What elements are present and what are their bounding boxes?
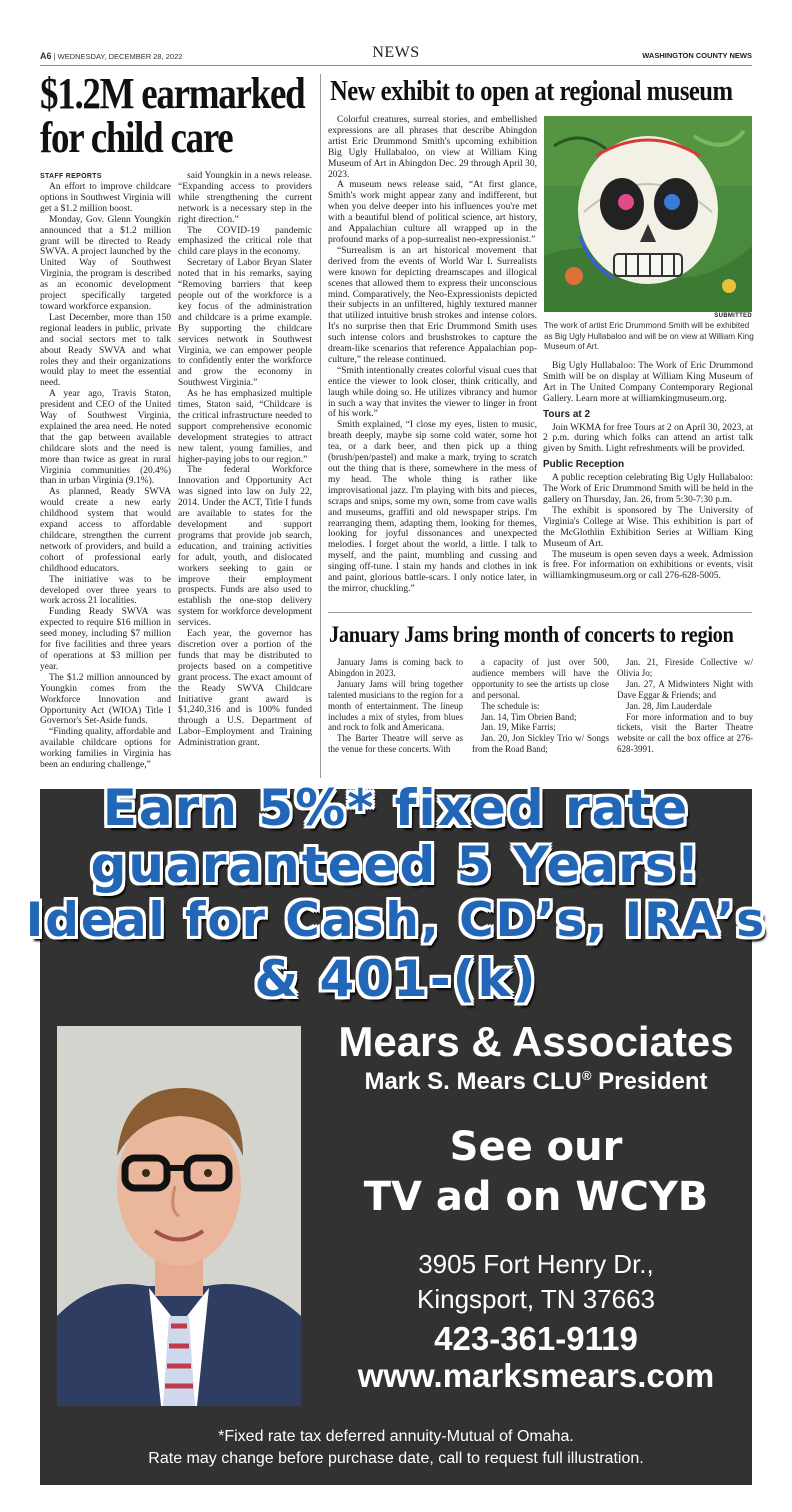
paragraph: The initiative was to be developed over three years to work across 21 localities. [40, 574, 171, 607]
paragraph: A museum news release said, “At first glance, Smith's work might appear zany and indifferent, but when you delve deeper into his influences you're met with a beautiful blend of political science, art history, and Appalachian culture all wrapped up in the profound marks of a pop-surrealist neo-expressionist.” [328, 180, 537, 245]
childcare-column-1 [40, 182, 171, 771]
paragraph: A public reception celebrating Big Ugly Hullabaloo: The Work of Eric Drummond Smith will be held in the gallery on Thursday, Jan. 26, from 5:30-7:30 p.m. [543, 473, 753, 505]
paragraph: Big Ugly Hullabaloo: The Work of Eric Drummond Smith will be on display at William King Museum of Art in The United Company Contemporary Regional Gallery. Learn more at williamkingmuseum.org. [543, 361, 753, 404]
paragraph: Smith explained, “I close my eyes, listen to music, breath deeply, maybe sip some cold water, some hot tea, or a dark beer, and then pick up a thing (brush/pen/pastel) and make a mark, trying to scratch out the thing that is there, somewhere in the mess of my head. The whole thing is rather like improvisational jazz. I'm playing with bits and pieces, scraps and snips, some my own, some from cave walls and museums, graffiti and old newspaper strips. I'm rearranging them, adapting them, looking for themes, looking for joyful dissonances and unexpected melodies. I forget about the world, a little. I talk to myself, and the paint, mumbling and cussing and singing off-tune. I stain my hands and clothes in ink and paint, glorious battle-scars. I only notice later, in the mirror, chuckling.” [328, 420, 537, 594]
paragraph: The COVID-19 pandemic emphasized the critical role that child care plays in the economy. [178, 225, 312, 258]
page-folio: A6 | WEDNESDAY, DECEMBER 28, 2022 [40, 51, 183, 61]
paragraph: Monday, Gov. Glenn Youngkin announced that a $1.2 million grant will be directed to Ready SWVA. A project launched by the United Way of Southwest Virginia, the program is described as an economic development project specifically targeted toward workforce expansion. [40, 214, 171, 312]
registered-mark: ® [581, 1068, 592, 1083]
paragraph: said Youngkin in a news release. “Expanding access to providers while strengthening the current network is a necessary step in the right direction.” [178, 171, 312, 225]
paragraph: For more information and to buy tickets, visit the Barter Theatre website or call the box office at 276-628-3991. [617, 711, 753, 755]
childcare-column-2 [178, 171, 312, 749]
museum-column-2 [543, 361, 753, 582]
artwork-caption: The work of artist Eric Drummond Smith will be exhibited as Big Ugly Hullabaloo and will be on view at William King Museum of Art. [544, 321, 754, 351]
paper-name: WASHINGTON COUNTY NEWS [642, 51, 752, 60]
tours-body [543, 423, 753, 456]
skull-artwork-image [544, 116, 752, 312]
paragraph: “Finding quality, affordable and available childcare options for working families in Virginia has been an enduring challenge,” [40, 727, 171, 771]
ad-headline-line-1: Earn 5%* fixed rate [102, 779, 690, 837]
president-name: Mark S. Mears CLU [364, 1068, 582, 1095]
paragraph: As he has emphasized multiple times, Staton said, “Childcare is the critical infrastructure needed to support comprehensive economic development strategies to attract new talent, young families, and higher-paying jobs to our region.” [178, 389, 312, 465]
page-header [40, 44, 752, 66]
museum-col2-body [543, 361, 753, 405]
page-number: A6 [40, 51, 52, 61]
ad-headline-line-3: Ideal for Cash, CD’s, IRA’s [25, 893, 767, 948]
reception-subhead: Public Reception [543, 459, 625, 471]
reception-body [543, 473, 753, 582]
president-line [318, 1068, 754, 1096]
paragraph: The Barter Theatre will serve as the venue for these concerts. With [328, 733, 463, 755]
ad-headline-line-4: & 401-(k) [254, 950, 538, 1008]
paragraph: The exhibit is sponsored by The University of Virginia's College at Wise. This exhibition is part of the McGlothlin Exhibition Series at William King Museum of Art. [543, 505, 753, 549]
paragraph: Jan. 27, A Midwinters Night with Dave Eggar & Friends; and [617, 678, 753, 700]
address-line-1: 3905 Fort Henry Dr., [418, 1249, 654, 1279]
paragraph: January Jams is coming back to Abingdon in 2023. [328, 657, 463, 678]
jams-column-3 [617, 657, 753, 755]
paragraph: As planned, Ready SWVA would create a new early childhood system that would expand access to affordable childcare, strengthen the current network of providers, and build a cohort of professional early childhood educators. [40, 487, 171, 574]
paragraph: a capacity of just over 500, audience members will have the opportunity to see the artists up close and personal. [472, 657, 609, 700]
childcare-headline: $1.2M earmarked for child care [40, 69, 305, 162]
tours-subhead: Tours at 2 [543, 408, 591, 420]
paragraph: Jan. 20, Jon Sickley Trio w/ Songs from the Road Band; [472, 733, 609, 755]
firm-name: Mears & Associates [338, 1018, 734, 1065]
paragraph: Last December, more than 150 regional leaders in public, private and social sectors met to talk about Ready SWVA and what roles they and their organizations would play to meet the essential need. [40, 312, 171, 389]
section-rule [328, 612, 752, 613]
paragraph: The schedule is: [481, 700, 540, 711]
paragraph: A year ago, Travis Staton, president and CEO of the United Way of Southwest Virginia, explained the area need. He noted that the gap between available childcare slots and the need is more than twice as great in rural Virginia communities (20.4%) than in urban Virginia (9.1%). [40, 389, 171, 487]
paragraph: Each year, the governor has discretion over a portion of the funds that may be distributed to projects based on a competitive grant process. The exact amount of the Ready SWVA Childcare Initiative grant award is $1,240,316 and is 100% funded through a U.S. Department of Labor–Employment and Training Administration grant. [178, 629, 312, 749]
paragraph: “Surrealism is an art historical movement that derived from the events of World War I. Surrealists were known for depicting dreamscapes and illogical scenes that allowed them to express their unconscious mind. Comparatively, the Neo-Expressionists depicted their subjects in an unfiltered, highly textured manner that utilized intuitive brush strokes and intense colors. It's no surprise then that Eric Drummond Smith uses such intense colors and brushstrokes to capture the dream-like scenarios that reference Appalachian pop-culture,” the release continued. [328, 245, 537, 365]
paragraph: Jan. 19, Mike Farris; [481, 722, 556, 733]
paragraph: Colorful creatures, surreal stories, and embellished expressions are all phrases that describe Abingdon artist Eric Drummond Smith's upcoming exhibition Big Ugly Hullabaloo, on view at William King Museum of Art in Abingdon Dec. 29 through April 30, 2023. [328, 115, 537, 180]
paragraph: The museum is open seven days a week. Admission is free. For information on exhibitions or events, visit williamkingmuseum.org or call 276-628-5005. [543, 549, 753, 582]
president-title: President [591, 1068, 708, 1095]
ad-headline-line-2: guaranteed 5 Years! [90, 836, 702, 894]
paragraph: “Smith intentionally creates colorful visual cues that entice the viewer to look closer, think critically, and laugh while doing so. He utilizes vibrancy and humor in such a way that invites the viewer to linger in front of his work.” [328, 365, 537, 420]
paragraph: Funding Ready SWVA was expected to require $16 million in seed money, including $7 million for five facilities and three years of operations at $3 million per year. [40, 607, 171, 672]
childcare-byline: STAFF REPORTS [40, 173, 102, 180]
phone-number[interactable]: 423-361-9119 [434, 1320, 638, 1357]
museum-headline: New exhibit to open at regional museum [330, 76, 733, 107]
disclaimer-line-1: *Fixed rate tax deferred annuity-Mutual of Omaha. [218, 1428, 574, 1445]
column-divider [320, 74, 321, 778]
jams-column-1 [328, 657, 463, 755]
issue-date: WEDNESDAY, DECEMBER 28, 2022 [57, 52, 183, 61]
paragraph: January Jams will bring together talented musicians to the region for a month of entertainment. The lineup includes a mix of styles, from blues and rock to folk and Americana. [328, 678, 463, 733]
paragraph: The $1.2 million announced by Youngkin comes from the Workforce Innovation and Opportunity Act (WIOA) Title I Governor's Set-Aside funds. [40, 672, 171, 727]
address-line-2: Kingsport, TN 37663 [417, 1284, 655, 1314]
photo-credit: SUBMITTED [714, 313, 752, 319]
january-jams-headline: January Jams bring month of concerts to region [329, 622, 734, 647]
section-name: NEWS [372, 44, 420, 61]
paragraph: The federal Workforce Innovation and Opportunity Act was signed into law on July 22, 2014. Under the ACT, Title I funds are available to states for the development and support programs that provide job search, education, and training activities for adult, youth, and dislocated workers seeking to gain or improve their employment prospects. Funds are also used to establish the one-stop delivery system for workforce development services. [178, 465, 312, 629]
paragraph: Jan. 28, Jim Lauderdale [626, 700, 712, 711]
paragraph: Join WKMA for free Tours at 2 on April 30, 2023, at 2 p.m. during which folks can attend an artist talk given by Smith. Light refreshments will be provided. [543, 422, 753, 455]
museum-column-1 [328, 115, 537, 595]
tv-line-2: TV ad on WCYB [363, 1174, 709, 1220]
paragraph: Secretary of Labor Bryan Slater noted that in his remarks, saying “Removing barriers that keep people out of the workforce is a key focus of the administration and childcare is a prime example. By supporting the childcare services network in Southwest Virginia, we can empower people to confidently enter the workforce and grow the economy in Southwest Virginia.” [178, 258, 312, 389]
portrait-photo [57, 1026, 301, 1406]
website-link[interactable]: www.marksmears.com [357, 1357, 715, 1394]
paragraph: Jan. 21, Fireside Collective w/ Olivia Jo; [617, 657, 753, 678]
paragraph: Jan. 14, Tim Obrien Band; [481, 711, 577, 722]
paragraph: An effort to improve childcare options in Southwest Virginia will get a $1.2 million boost. [40, 182, 171, 214]
jams-column-2 [472, 657, 609, 755]
tv-line-1: See our [449, 1124, 623, 1170]
disclaimer-line-2: Rate may change before purchase date, call to request full illustration. [148, 1450, 644, 1467]
